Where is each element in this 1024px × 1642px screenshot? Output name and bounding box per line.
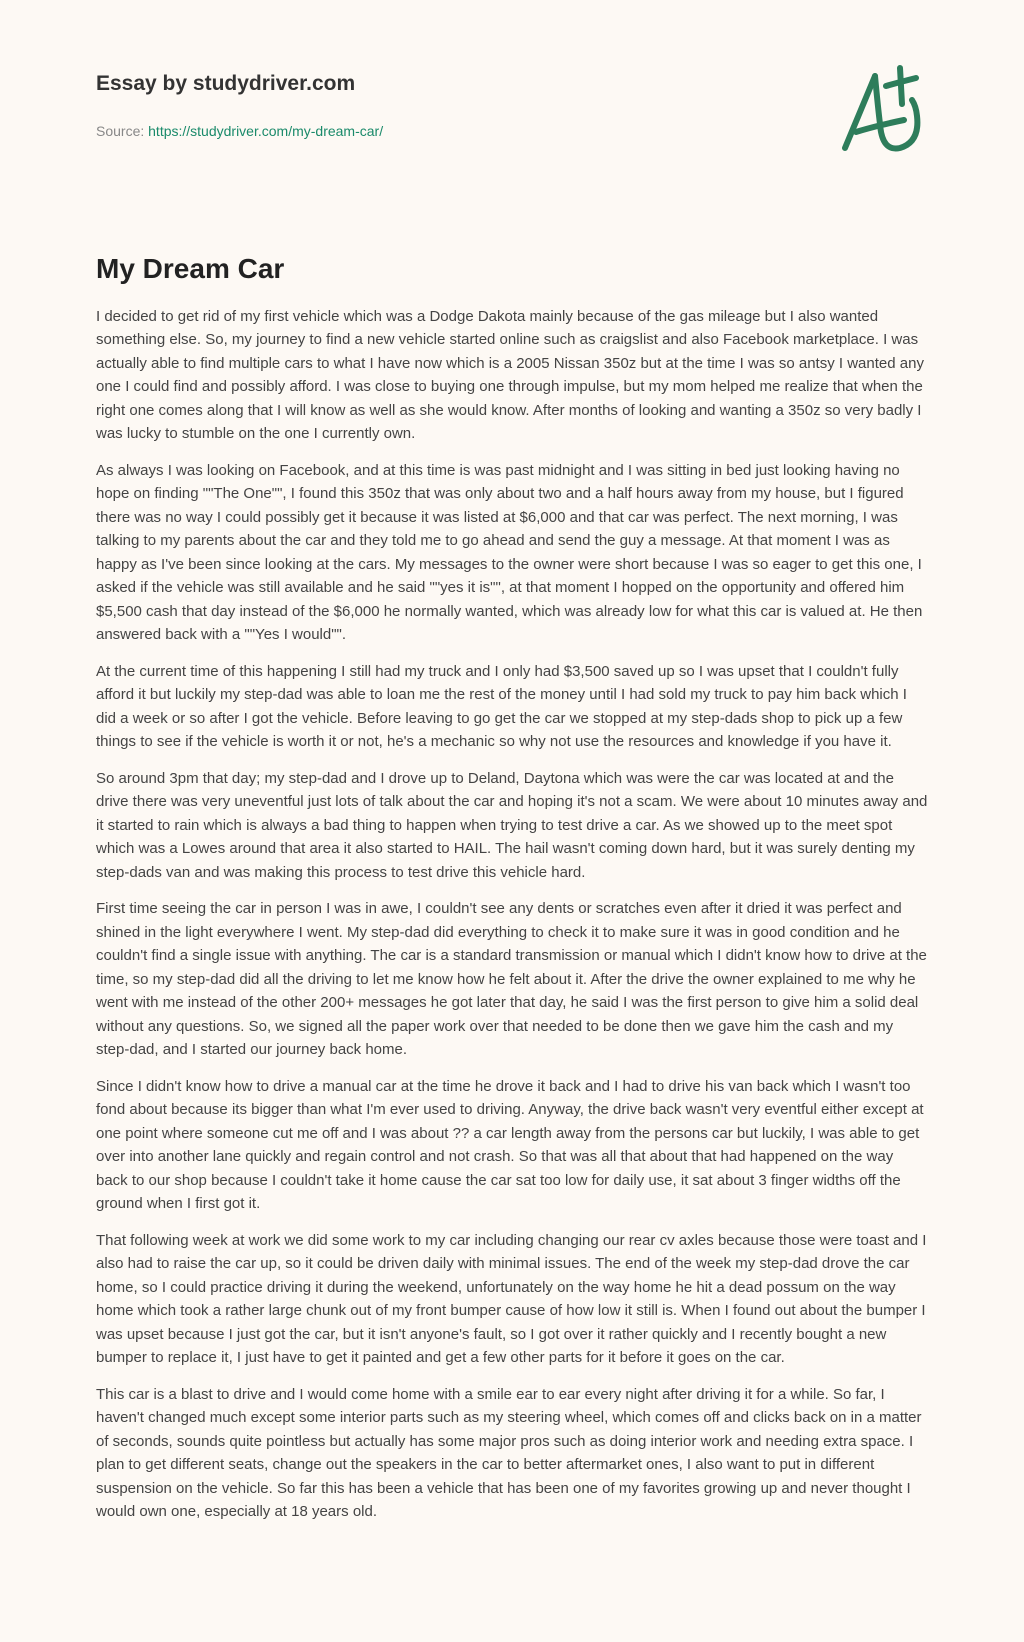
essay-paragraph: Since I didn't know how to drive a manual car at the time he drove it back and I had to drive his van back which I wasn't too fond about because its bigger than what I'm ever used to driving. Anyway, the drive back wasn't very eventful either except at one point where someone cut me off and I was about ?? a car length away from the persons car but luckily, I was able to get over into another lane quickly and regain control and not crash. So that was all that about that had happened on the way back to our shop because I couldn't take it home cause the car sat too low for daily use, it sat about 3 finger widths off the ground when I first got it.: [96, 1077, 924, 1213]
essay-content: [96, 252, 928, 1537]
essay-paragraph: That following week at work we did some work to my car including changing our rear cv axles because those were toast and I also had to raise the car up, so it could be driven daily with minimal issues. The end of the week my step-dad drove the car home, so I could practice driving it during the weekend, unfortunately on the way home he hit a dead possum on the way home which took a rather large chunk out of my front bumper cause of how low it still is. When I found out about the bumper I was upset because I just got the car, but it isn't anyone's fault, so I got over it rather quickly and I recently bought a new bumper to replace it, I just have to get it painted and get a few other parts for it before it goes on the car.: [96, 1231, 927, 1367]
essay-title: My Dream Car: [96, 253, 285, 284]
essay-paragraph: So around 3pm that day; my step-dad and I drove up to Deland, Daytona which was were the car was located at and the drive there was very uneventful just lots of talk about the car and hoping it's not a scam. We were about 10 minutes away and it started to rain which is always a bad thing to happen when trying to test drive a car. As we showed up to the meet spot which was a Lowes around that area it also started to HAIL. The hail wasn't coming down hard, but it was surely denting my step-dads van and was making this process to test drive this vehicle hard.: [96, 769, 928, 881]
page-header: [0, 0, 1024, 200]
source-label: Source:: [96, 123, 149, 139]
source-link[interactable]: https://studydriver.com/my-dream-car/: [148, 123, 384, 139]
essay-paragraph: I decided to get rid of my first vehicle which was a Dodge Dakota mainly because of the gas mileage but I also wanted something else. So, my journey to find a new vehicle started online such as craigslist and also Facebook marketplace. I was actually able to find multiple cars to what I have now which is a 2005 Nissan 350z but at the time I was so antsy I wanted any one I could find and possibly afford. I was close to buying one through impulse, but my mom helped me realize that when the right one comes along that I will know as well as she would know. After months of looking and wanting a 350z so very badly I was lucky to stumble on the one I currently own.: [96, 307, 924, 443]
essay-paragraph: First time seeing the car in person I was in awe, I couldn't see any dents or scratches even after it dried it was perfect and shined in the light everywhere I went. My step-dad did everything to check it to make sure it was in good condition and he couldn't find a single issue with anything. The car is a standard transmission or manual which I didn't know how to drive at the time, so my step-dad did all the driving to let me know how he felt about it. After the drive the owner explained to me why he went with me instead of the other 200+ messages he got later that day, he said I was the first person to give him a solid deal without any questions. So, we signed all the paper work over that needed to be done then we gave him the cash and my step-dad, and I started our journey back home.: [96, 900, 927, 1059]
essay-paragraph: At the current time of this happening I still had my truck and I only had $3,500 saved up so I was upset that I couldn't fully afford it but luckily my step-dad was able to loan me the rest of the money until I had sold my truck to pay him back which I did a week or so after I got the vehicle. Before leaving to go get the car we stopped at my step-dads shop to pick up a few things to see if the vehicle is worth it or not, he's a mechanic so why not use the resources and knowledge if you have it.: [96, 662, 907, 751]
a-plus-grade-icon: [820, 48, 930, 168]
essay-paragraph: This car is a blast to drive and I would come home with a smile ear to ear every night after driving it for a while. So far, I haven't changed much except some interior parts such as my steering wheel, which comes off and clicks back on in a matter of seconds, sounds quite pointless but actually has some major pros such as doing interior work and needing extra space. I plan to get different seats, change out the speakers in the car to better aftermarket ones, I also want to put in different suspension on the vehicle. So far this has been a vehicle that has been one of my favorites growing up and never thought I would own one, especially at 18 years old.: [96, 1385, 922, 1521]
site-title: Essay by studydriver.com: [96, 72, 356, 95]
source-line: [96, 123, 383, 139]
essay-paragraph: As always I was looking on Facebook, and at this time is was past midnight and I was sitting in bed just looking having no hope on finding ""The One"", I found this 350z that was only about two and a half hours away from my house, but I figured there was no way I could possibly get it because it was listed at $6,000 and that car was perfect. The next morning, I was talking to my parents about the car and they told me to go ahead and send the guy a message. At that moment I was as happy as I've been since looking at the cars. My messages to the owner were short because I was so eager to get this one, I asked if the vehicle was still available and he said ""yes it is"", at that moment I hopped on the opportunity and offered him $5,500 cash that day instead of the $6,000 he normally wanted, which was already low for what this car is valued at. He then answered back with a ""Yes I would"".: [96, 461, 923, 644]
